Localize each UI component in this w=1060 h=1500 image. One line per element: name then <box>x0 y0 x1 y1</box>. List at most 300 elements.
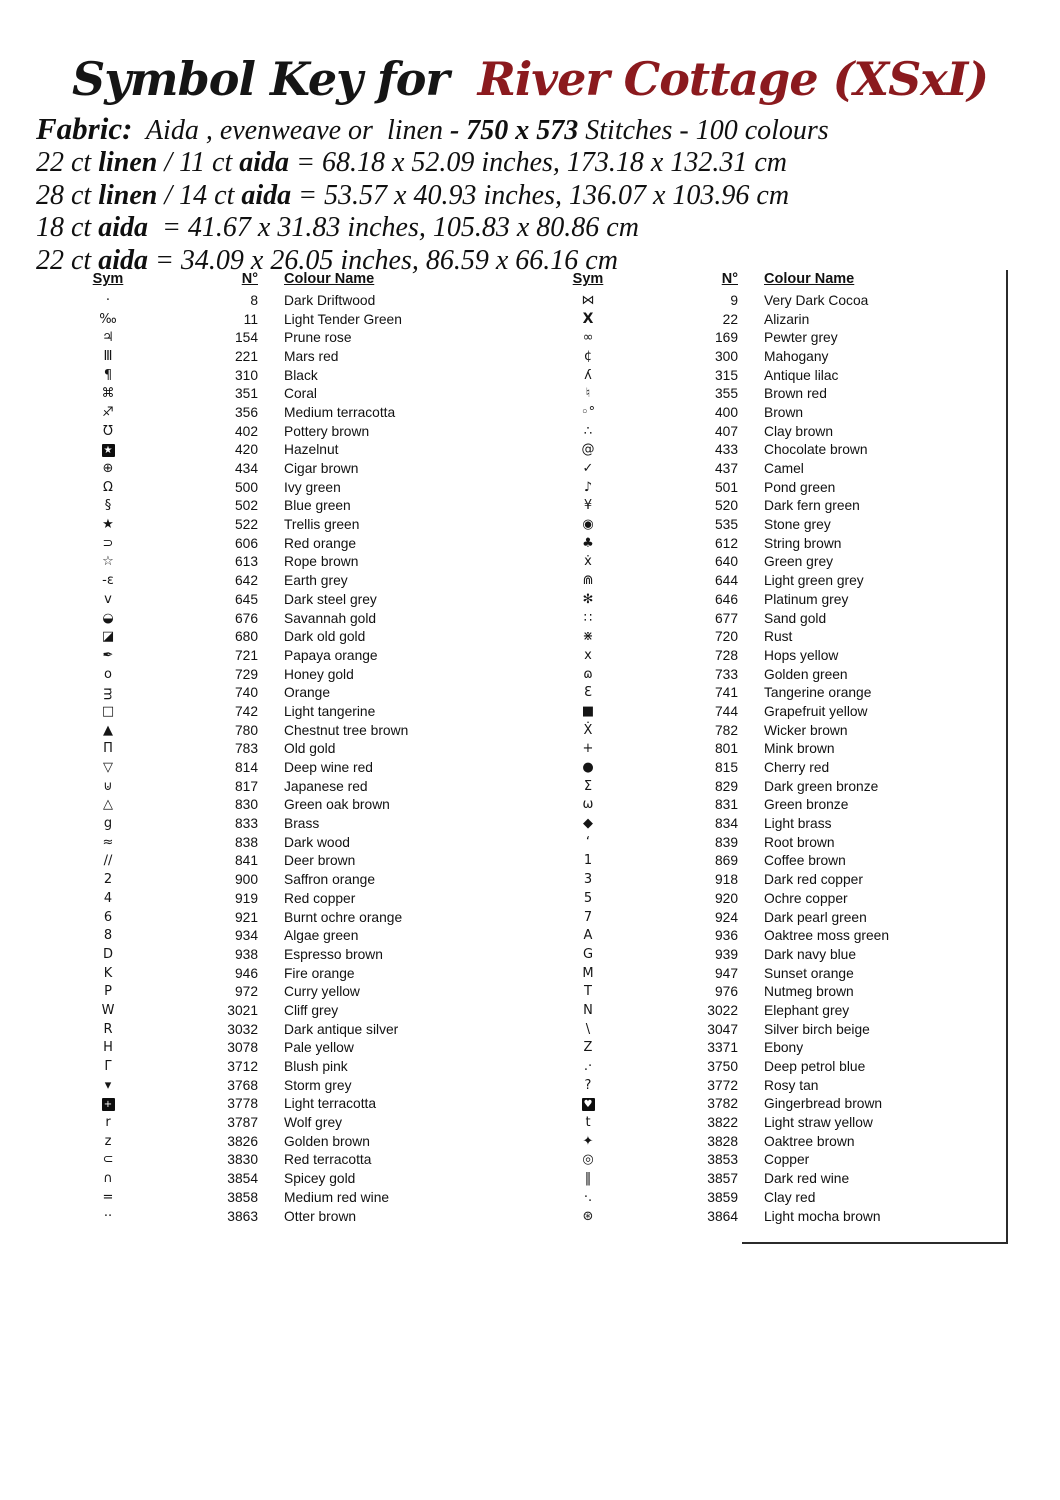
thread-number-cell: 801 <box>714 741 738 757</box>
symbol-cell: A <box>583 928 593 944</box>
symbol-cell: ♣ <box>582 535 594 551</box>
colour-row <box>558 515 1008 534</box>
thread-number-cell: 900 <box>234 872 258 888</box>
colour-name-cell: Light terracotta <box>284 1096 377 1112</box>
symbol-cell: ⋒ <box>582 573 594 589</box>
colour-name-cell: Cherry red <box>764 760 830 776</box>
thread-number-cell: 729 <box>234 666 258 682</box>
thread-number-cell: 3371 <box>707 1040 738 1056</box>
thread-number-cell: 3772 <box>707 1077 738 1093</box>
colour-name-cell: Green grey <box>764 554 834 570</box>
thread-number-cell: 920 <box>714 890 738 906</box>
colour-name-cell: Honey gold <box>284 666 354 682</box>
colour-name-cell: Light tangerine <box>284 703 376 719</box>
thread-number-cell: 742 <box>234 703 258 719</box>
symbol-cell: Ẋ <box>583 722 593 738</box>
colour-row <box>558 646 1008 665</box>
inverse-symbol: ♥ <box>582 1098 595 1111</box>
key-column-left <box>78 271 528 1225</box>
thread-number-cell: 437 <box>714 461 738 477</box>
symbol-cell: ·· <box>103 1208 113 1224</box>
symbol-cell: ¢ <box>583 348 593 364</box>
colour-name-cell: Pale yellow <box>284 1040 354 1056</box>
colour-name-cell: Brass <box>284 816 320 832</box>
thread-number-cell: 744 <box>714 703 738 719</box>
colour-row <box>78 796 528 815</box>
colour-name-cell: Japanese red <box>284 778 368 794</box>
colour-row <box>558 1057 1008 1076</box>
colour-name-cell: Black <box>284 367 318 383</box>
thread-number-cell: 939 <box>714 946 738 962</box>
colour-row <box>78 1020 528 1039</box>
colour-row <box>558 366 1008 385</box>
thread-number-cell: 310 <box>234 367 258 383</box>
colour-row <box>78 571 528 590</box>
colour-name-cell: Gingerbread brown <box>764 1096 883 1112</box>
colour-row <box>78 740 528 759</box>
symbol-cell: ◆ <box>583 816 593 832</box>
symbol-cell: g <box>103 816 113 832</box>
symbol-cell: H <box>103 1040 113 1056</box>
thread-number-cell: 814 <box>234 760 258 776</box>
colour-name-cell: Elephant grey <box>764 1002 850 1018</box>
colour-name-cell: Dark pearl green <box>764 909 867 925</box>
symbol-cell: 3 <box>583 872 593 888</box>
colour-name-cell: Deer brown <box>284 853 356 869</box>
thread-number-cell: 733 <box>714 666 738 682</box>
column-header-row <box>558 271 1008 291</box>
colour-name-cell: Dark navy blue <box>764 946 857 962</box>
key-column-right <box>558 271 1008 1225</box>
symbol-cell: z <box>104 1133 112 1149</box>
colour-name-cell: Very Dark Cocoa <box>764 292 869 308</box>
symbol-cell: 2 <box>103 872 113 888</box>
colour-row <box>558 982 1008 1001</box>
symbol-cell: X <box>582 310 594 327</box>
colour-row <box>558 1076 1008 1095</box>
colour-row <box>558 403 1008 422</box>
thread-number-cell: 3021 <box>227 1002 258 1018</box>
colour-name-cell: Hops yellow <box>764 647 839 663</box>
colour-name-cell: Dark red copper <box>764 872 863 888</box>
thread-number-cell: 3778 <box>227 1096 258 1112</box>
colour-row <box>78 964 528 983</box>
thread-number-cell: 740 <box>234 685 258 701</box>
colour-name-cell: Dark red wine <box>764 1171 850 1187</box>
colour-name-cell: Pottery brown <box>284 423 370 439</box>
colour-name-cell: Blue green <box>284 498 351 514</box>
symbol-cell: ᴠ <box>104 591 112 607</box>
colour-name-cell: Stone grey <box>764 517 831 533</box>
symbol-cell: -ε <box>102 573 114 589</box>
colour-name-cell: Clay red <box>764 1189 816 1205</box>
colour-row <box>558 964 1008 983</box>
thread-number-cell: 3854 <box>227 1171 258 1187</box>
symbol-cell: D <box>102 946 113 962</box>
thread-number-cell: 869 <box>714 853 738 869</box>
colour-row <box>78 926 528 945</box>
colour-name-cell: Pewter grey <box>764 330 838 346</box>
symbol-cell: ⊃ <box>102 535 114 551</box>
header-colour-name: Colour Name <box>284 271 375 287</box>
symbol-cell: ∕∕ <box>103 853 113 869</box>
colour-name-cell: Platinum grey <box>764 591 849 607</box>
colour-row <box>558 1113 1008 1132</box>
thread-number-cell: 3828 <box>707 1133 738 1149</box>
thread-number-cell: 918 <box>714 872 738 888</box>
colour-name-cell: Dark old gold <box>284 629 366 645</box>
thread-number-cell: 947 <box>714 965 738 981</box>
symbol-cell: ᴟ <box>103 685 113 701</box>
colour-name-cell: Camel <box>764 461 804 477</box>
colour-name-cell: Orange <box>284 685 331 701</box>
colour-name-cell: Otter brown <box>284 1208 357 1224</box>
inverse-symbol: + <box>102 1098 115 1111</box>
colour-row <box>558 310 1008 329</box>
symbol-cell: ·. <box>583 1189 593 1205</box>
symbol-cell: ♪ <box>583 479 593 495</box>
thread-number-cell: 841 <box>234 853 258 869</box>
colour-row <box>558 1039 1008 1058</box>
colour-row <box>558 1095 1008 1114</box>
colour-row <box>78 366 528 385</box>
symbol-cell: · <box>105 292 111 308</box>
thread-number-cell: 838 <box>234 834 258 850</box>
thread-number-cell: 782 <box>714 722 738 738</box>
colour-name-cell: Dark antique silver <box>284 1021 399 1037</box>
colour-row <box>78 646 528 665</box>
colour-row <box>78 702 528 721</box>
colour-name-cell: Light brass <box>764 816 832 832</box>
symbol-cell: ◪ <box>101 629 115 645</box>
thread-number-cell: 11 <box>243 311 258 327</box>
colour-row <box>78 1076 528 1095</box>
colour-row <box>78 814 528 833</box>
colour-row <box>78 1132 528 1151</box>
colour-name-cell: Antique lilac <box>764 367 839 383</box>
colour-name-cell: Rosy tan <box>764 1077 819 1093</box>
colour-row <box>78 665 528 684</box>
colour-row <box>558 758 1008 777</box>
colour-row <box>78 422 528 441</box>
symbol-cell: ♃ <box>102 330 114 346</box>
colour-row <box>78 982 528 1001</box>
colour-name-cell: Light Tender Green <box>284 311 402 327</box>
colour-row <box>558 683 1008 702</box>
colour-name-cell: Ivy green <box>284 479 341 495</box>
colour-row <box>558 721 1008 740</box>
symbol-cell: Γ <box>104 1059 112 1075</box>
thread-number-cell: 434 <box>234 461 258 477</box>
colour-name-cell: Cliff grey <box>284 1002 339 1018</box>
colour-name-cell: Copper <box>764 1152 810 1168</box>
symbol-cell: \ <box>585 1021 591 1037</box>
colour-name-cell: Golden green <box>764 666 848 682</box>
table-right-border <box>1006 270 1008 1242</box>
thread-number-cell: 741 <box>714 685 738 701</box>
colour-row <box>558 908 1008 927</box>
thread-number-cell: 783 <box>234 741 258 757</box>
colour-row <box>558 870 1008 889</box>
colour-name-cell: Red copper <box>284 890 356 906</box>
colour-name-cell: Fire orange <box>284 965 355 981</box>
colour-name-cell: Sand gold <box>764 610 827 626</box>
colour-row <box>558 1132 1008 1151</box>
colour-row <box>558 796 1008 815</box>
thread-number-cell: 300 <box>714 348 738 364</box>
colour-row <box>558 889 1008 908</box>
inverse-symbol: ★ <box>102 444 115 457</box>
symbol-cell: § <box>104 498 112 514</box>
symbol-cell <box>558 1097 618 1112</box>
colour-row <box>78 590 528 609</box>
symbol-cell: ⊂ <box>102 1152 114 1168</box>
colour-name-cell: Ebony <box>764 1040 804 1056</box>
colour-row <box>78 833 528 852</box>
colour-name-cell: Brown <box>764 404 804 420</box>
symbol-cell: 7 <box>583 909 593 925</box>
colour-row <box>78 609 528 628</box>
colour-name-cell: Wolf grey <box>284 1115 343 1131</box>
header-number: N° <box>721 271 738 287</box>
thread-number-cell: 721 <box>234 647 258 663</box>
symbol-cell: ⊕ <box>102 461 114 477</box>
thread-number-cell: 3864 <box>707 1208 738 1224</box>
symbol-cell: ▾ <box>104 1077 112 1093</box>
symbol-cell: 5 <box>583 890 593 906</box>
symbol-cell: ♐ <box>102 404 114 420</box>
colour-row <box>78 328 528 347</box>
thread-number-cell: 3858 <box>227 1189 258 1205</box>
symbol-cell: W <box>101 1002 115 1018</box>
colour-name-cell: Silver birch beige <box>764 1021 870 1037</box>
symbol-cell: ★ <box>102 517 114 533</box>
thread-number-cell: 720 <box>714 629 738 645</box>
colour-name-cell: Dark fern green <box>764 498 860 514</box>
thread-number-cell: 640 <box>714 554 738 570</box>
symbol-cell: ∷ <box>583 610 593 626</box>
colour-name-cell: Curry yellow <box>284 984 360 1000</box>
thread-number-cell: 645 <box>234 591 258 607</box>
thread-number-cell: 728 <box>714 647 738 663</box>
colour-name-cell: Chocolate brown <box>764 442 868 458</box>
symbol-cell: N <box>583 1002 593 1018</box>
colour-row <box>78 721 528 740</box>
page-title <box>0 52 1060 106</box>
symbol-cell: R <box>103 1021 113 1037</box>
colour-row <box>78 497 528 516</box>
symbol-cell: ʎ <box>584 367 592 383</box>
colour-row <box>558 347 1008 366</box>
colour-row <box>558 384 1008 403</box>
colour-row <box>78 310 528 329</box>
colour-name-cell: Sunset orange <box>764 965 854 981</box>
colour-name-cell: String brown <box>764 535 842 551</box>
thread-number-cell: 520 <box>714 498 738 514</box>
symbol-cell <box>78 1097 138 1112</box>
symbol-cell: t <box>585 1115 591 1131</box>
colour-name-cell: Chestnut tree brown <box>284 722 409 738</box>
colour-row <box>78 441 528 460</box>
colour-name-cell: Golden brown <box>284 1133 370 1149</box>
symbol-cell: ¥ <box>583 498 593 514</box>
symbol-cell: Ⅲ <box>103 348 113 364</box>
fabric-line: 28 ct linen / 14 ct aida = 53.57 x 40.93 inches, 136.07 x 103.96 cm <box>36 179 790 211</box>
header-number: N° <box>241 271 258 287</box>
colour-name-cell: Mahogany <box>764 348 829 364</box>
thread-number-cell: 3859 <box>707 1189 738 1205</box>
thread-number-cell: 829 <box>714 778 738 794</box>
colour-name-cell: Red terracotta <box>284 1152 372 1168</box>
colour-name-cell: Old gold <box>284 741 336 757</box>
colour-row <box>558 1169 1008 1188</box>
thread-number-cell: 644 <box>714 573 738 589</box>
symbol-cell: = <box>102 1189 114 1205</box>
colour-row <box>558 328 1008 347</box>
symbol-cell: ▲ <box>103 722 113 738</box>
pattern-name: River Cottage (XSxI) <box>477 52 989 106</box>
colour-name-cell: Saffron orange <box>284 872 376 888</box>
colour-name-cell: Red orange <box>284 535 357 551</box>
colour-row <box>558 478 1008 497</box>
colour-row <box>558 534 1008 553</box>
thread-number-cell: 936 <box>714 928 738 944</box>
symbol-cell: ¶ <box>103 367 113 383</box>
symbol-cell: ɷ <box>583 666 593 682</box>
symbol-cell: 6 <box>103 909 113 925</box>
colour-name-cell: Dark green bronze <box>764 778 879 794</box>
thread-number-cell: 676 <box>234 610 258 626</box>
colour-row <box>558 852 1008 871</box>
colour-row <box>78 1039 528 1058</box>
thread-number-cell: 502 <box>234 498 258 514</box>
colour-row <box>558 833 1008 852</box>
colour-row <box>558 1188 1008 1207</box>
colour-row <box>558 777 1008 796</box>
symbol-cell: r <box>105 1115 111 1131</box>
colour-row <box>78 459 528 478</box>
symbol-cell: ✒ <box>102 647 114 663</box>
colour-row <box>78 908 528 927</box>
fabric-info <box>36 113 1026 277</box>
symbol-cell: □ <box>101 703 115 719</box>
colour-name-cell: Storm grey <box>284 1077 352 1093</box>
fabric-line: 18 ct aida = 41.67 x 31.83 inches, 105.83 x 80.86 cm <box>36 212 639 244</box>
colour-row <box>558 571 1008 590</box>
thread-number-cell: 315 <box>714 367 738 383</box>
colour-row <box>78 945 528 964</box>
colour-name-cell: Wicker brown <box>764 722 848 738</box>
thread-number-cell: 420 <box>234 442 258 458</box>
colour-name-cell: Dark steel grey <box>284 591 377 607</box>
symbol-cell: M <box>582 965 594 981</box>
colour-name-cell: Deep petrol blue <box>764 1059 866 1075</box>
colour-row <box>78 852 528 871</box>
colour-name-cell: Mink brown <box>764 741 835 757</box>
thread-number-cell: 402 <box>234 423 258 439</box>
symbol-cell: Z <box>583 1040 593 1056</box>
symbol-cell: + <box>582 741 594 757</box>
fabric-line: 22 ct aida = 34.09 x 26.05 inches, 86.59 x 66.16 cm <box>36 244 618 276</box>
thread-number-cell: 642 <box>234 573 258 589</box>
thread-number-cell: 831 <box>714 797 738 813</box>
colour-name-cell: Ochre copper <box>764 890 848 906</box>
symbol-cell: ⋈ <box>581 292 595 308</box>
thread-number-cell: 921 <box>234 909 258 925</box>
colour-row <box>558 627 1008 646</box>
colour-row <box>78 291 528 310</box>
symbol-cell: ◒ <box>102 610 114 626</box>
header-colour-name: Colour Name <box>764 271 855 287</box>
thread-number-cell: 833 <box>234 816 258 832</box>
thread-number-cell: 815 <box>714 760 738 776</box>
thread-number-cell: 976 <box>714 984 738 1000</box>
colour-name-cell: Espresso brown <box>284 946 383 962</box>
symbol-cell: @ <box>581 442 595 458</box>
colour-row <box>78 384 528 403</box>
symbol-cell: ‘ <box>585 834 591 850</box>
thread-number-cell: 3863 <box>227 1208 258 1224</box>
symbol-cell: ✦ <box>582 1133 594 1149</box>
symbol-cell: ∩ <box>103 1171 113 1187</box>
symbol-cell <box>78 443 138 458</box>
symbol-cell: .· <box>583 1059 593 1075</box>
colour-name-cell: Cigar brown <box>284 461 359 477</box>
thread-number-cell: 8 <box>250 292 258 308</box>
colour-row <box>78 403 528 422</box>
colour-name-cell: Mars red <box>284 348 339 364</box>
symbol-cell: ‖ <box>584 1171 592 1187</box>
colour-row <box>78 777 528 796</box>
thread-number-cell: 934 <box>234 928 258 944</box>
symbol-cell: ■ <box>581 703 595 719</box>
colour-name-cell: Nutmeg brown <box>764 984 854 1000</box>
colour-row <box>78 1151 528 1170</box>
symbol-cell: ? <box>584 1077 592 1093</box>
colour-row <box>558 702 1008 721</box>
symbol-cell: x <box>584 647 592 663</box>
symbol-cell: ◉ <box>582 517 594 533</box>
colour-name-cell: Light mocha brown <box>764 1208 881 1224</box>
colour-name-cell: Medium red wine <box>284 1189 390 1205</box>
thread-number-cell: 169 <box>714 330 738 346</box>
thread-number-cell: 3787 <box>227 1115 258 1131</box>
symbol-cell: 1 <box>583 853 593 869</box>
thread-number-cell: 221 <box>234 348 258 364</box>
colour-row <box>78 534 528 553</box>
colour-row <box>558 945 1008 964</box>
thread-number-cell: 9 <box>730 292 738 308</box>
colour-row <box>558 553 1008 572</box>
thread-number-cell: 500 <box>234 479 258 495</box>
symbol-cell: ω <box>582 797 594 813</box>
thread-number-cell: 22 <box>722 311 738 327</box>
colour-name-cell: Coral <box>284 386 317 402</box>
colour-row <box>558 590 1008 609</box>
symbol-cell: ✓ <box>582 461 594 477</box>
thread-number-cell: 3750 <box>707 1059 738 1075</box>
thread-number-cell: 355 <box>714 386 738 402</box>
symbol-cell: Π <box>103 741 113 757</box>
colour-row <box>78 1001 528 1020</box>
colour-row <box>558 1001 1008 1020</box>
colour-name-cell: Root brown <box>764 834 835 850</box>
thread-number-cell: 3032 <box>227 1021 258 1037</box>
colour-row <box>78 683 528 702</box>
column-header-row <box>78 271 528 291</box>
thread-number-cell: 3826 <box>227 1133 258 1149</box>
thread-number-cell: 3822 <box>707 1115 738 1131</box>
